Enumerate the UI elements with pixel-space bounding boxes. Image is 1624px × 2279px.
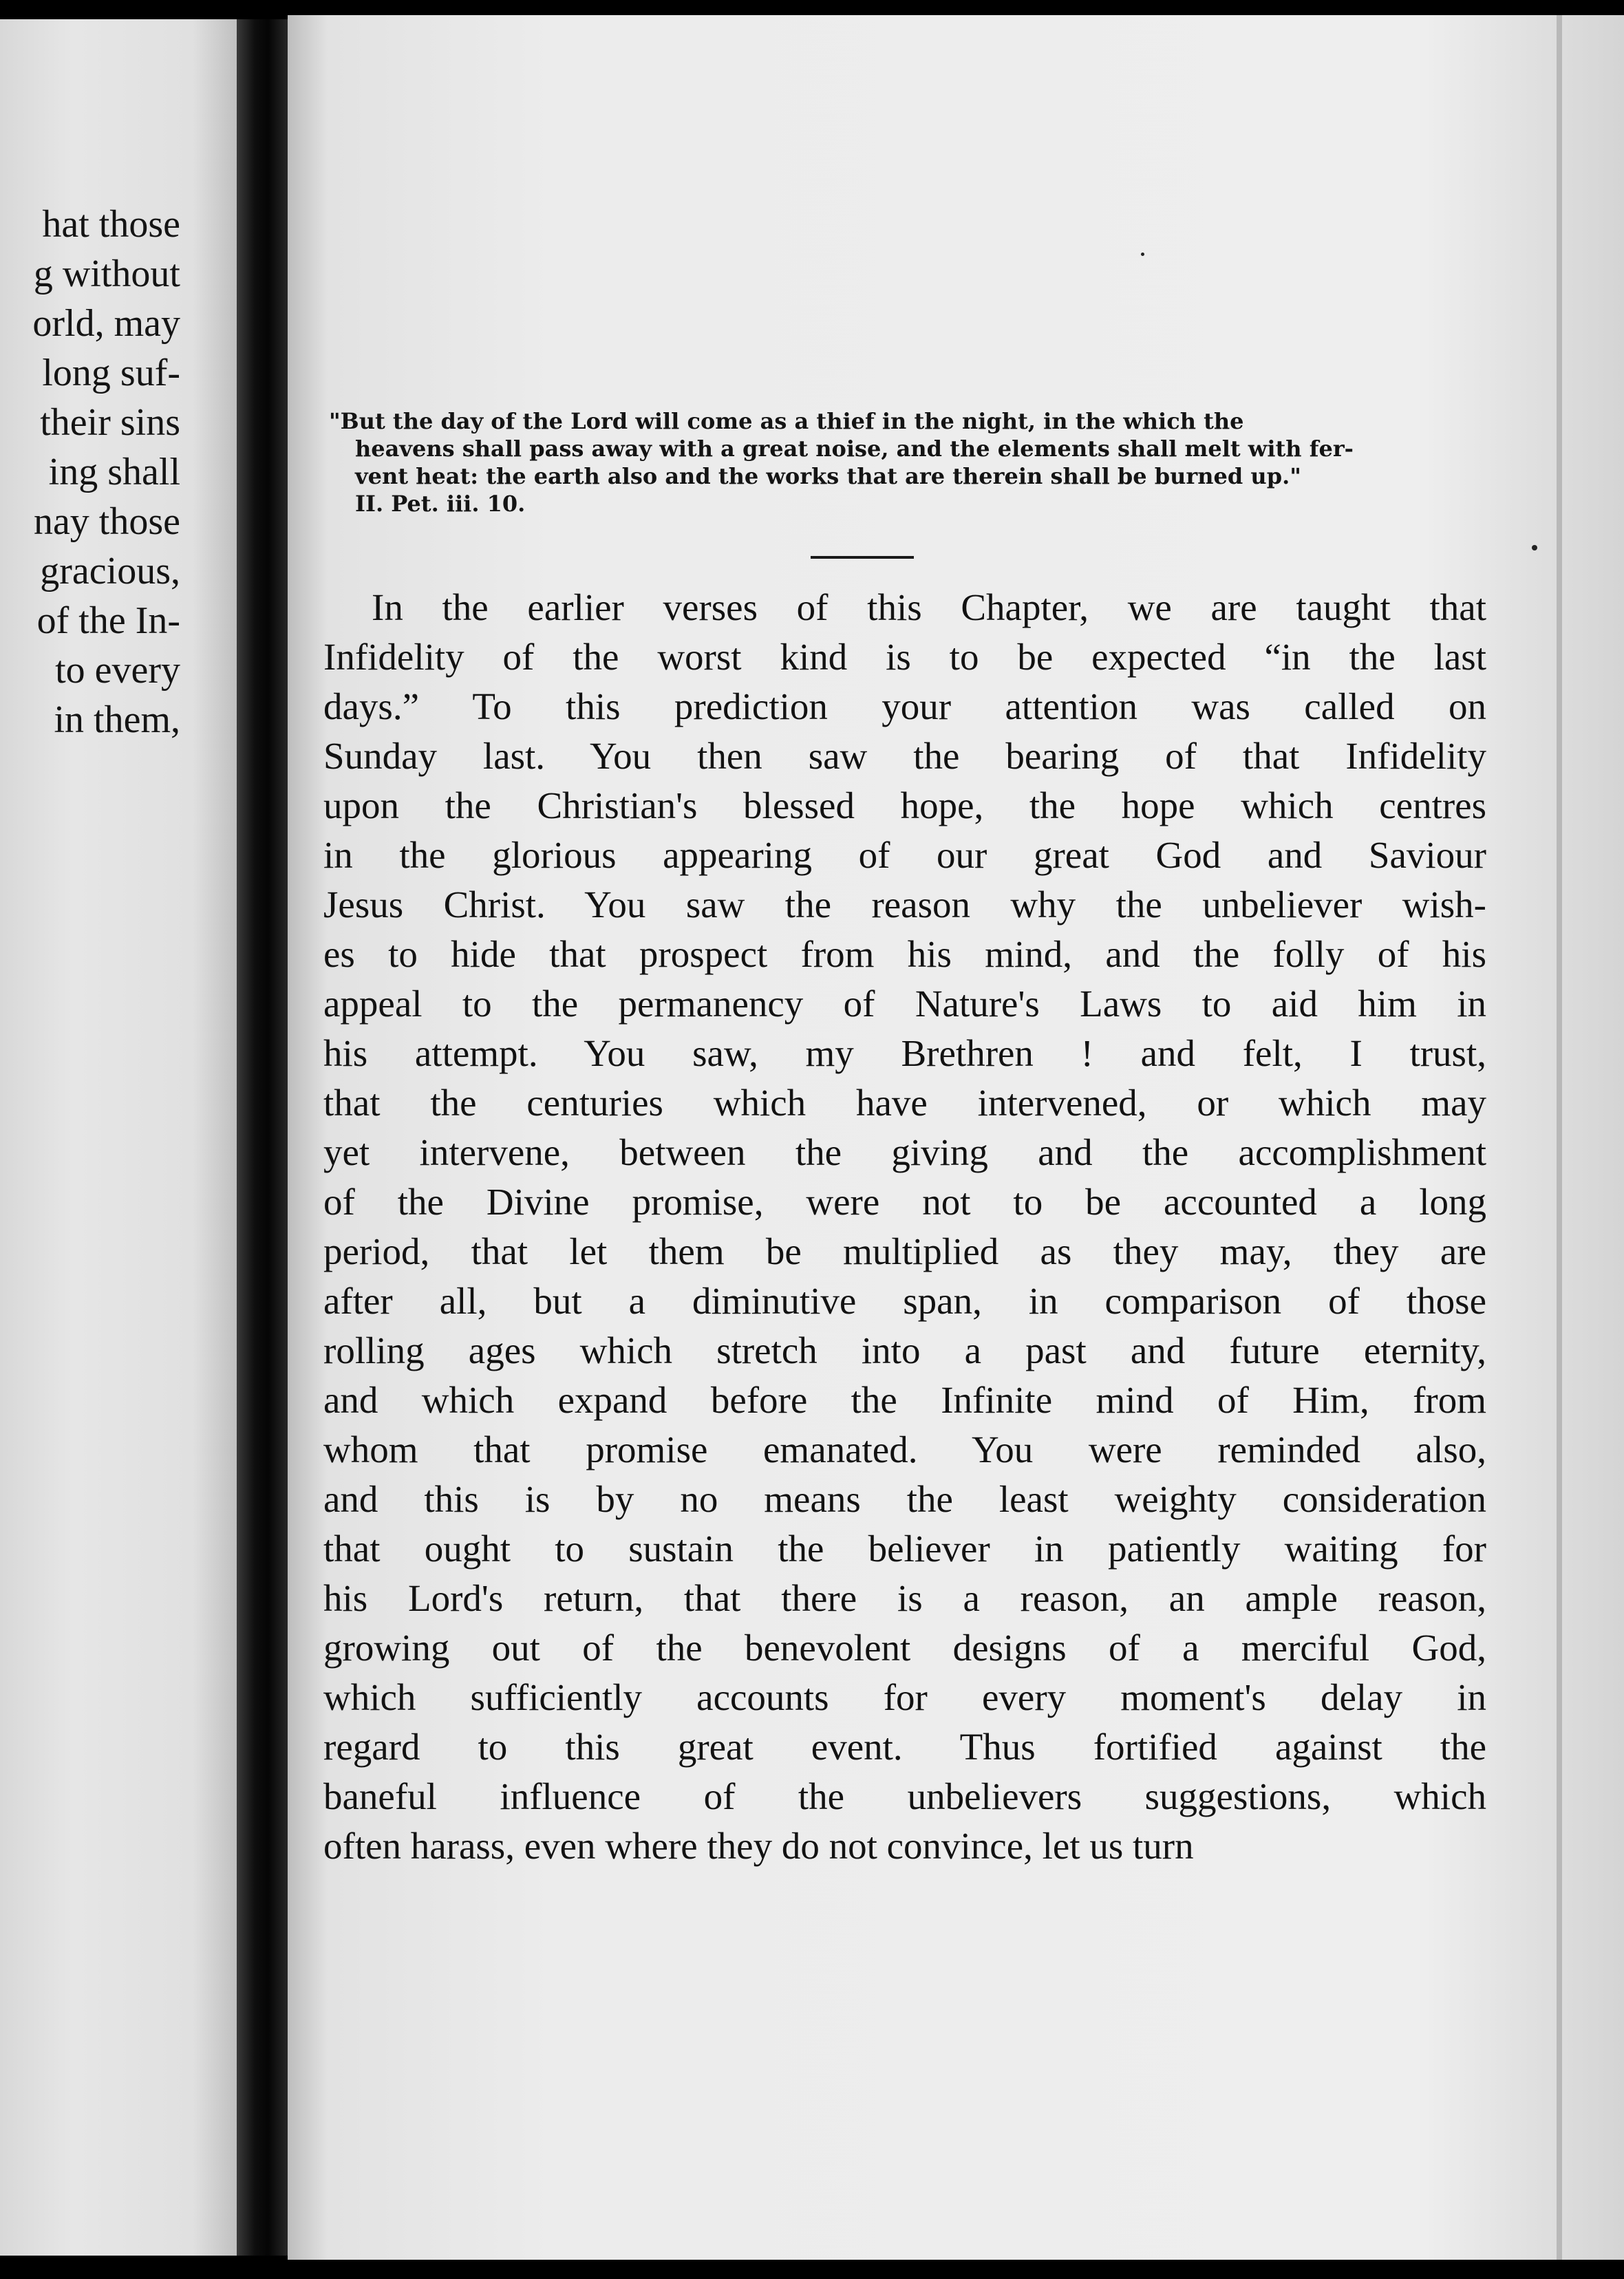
left-line: long suf- bbox=[42, 352, 180, 394]
ink-speck bbox=[1532, 545, 1537, 550]
body-line: that ought to sustain the believer in patiently waiting for bbox=[323, 1528, 1486, 1570]
left-line: g without bbox=[33, 253, 180, 295]
body-line: and which expand before the Infinite mind of Him, from bbox=[323, 1379, 1486, 1421]
epigraph-citation: II. Pet. iii. 10. bbox=[355, 491, 526, 517]
left-line: of the In- bbox=[36, 599, 180, 642]
book-gutter bbox=[237, 19, 289, 2256]
left-line: ing shall bbox=[48, 451, 180, 493]
body-line: his attempt. You saw, my Brethren ! and felt, I trust, bbox=[323, 1032, 1486, 1074]
epigraph-line: heavens shall pass away with a great noise, and the elements shall melt with fer- bbox=[355, 436, 1354, 462]
body-line: Jesus Christ. You saw the reason why the unbeliever wish- bbox=[323, 884, 1486, 925]
body-line: and this is by no means the least weighty consideration bbox=[323, 1478, 1486, 1520]
section-rule bbox=[811, 556, 914, 559]
body-line: regard to this great event. Thus fortified against the bbox=[323, 1726, 1486, 1768]
left-line: their sins bbox=[40, 401, 180, 444]
left-line: nay those bbox=[33, 500, 180, 543]
body-line: days.” To this prediction your attention was called on bbox=[323, 685, 1486, 727]
left-line: hat those bbox=[42, 203, 180, 246]
right-page bbox=[288, 15, 1624, 2260]
ink-speck bbox=[1141, 253, 1144, 256]
body-line: after all, but a diminutive span, in comparison of those bbox=[323, 1280, 1486, 1322]
body-line: which sufficiently accounts for every moment's delay in bbox=[323, 1676, 1486, 1718]
body-line: his Lord's return, that there is a reason, an ample reason, bbox=[323, 1577, 1486, 1619]
body-line: In the earlier verses of this Chapter, we are taught that bbox=[372, 586, 1486, 628]
body-line: es to hide that prospect from his mind, and the folly of his bbox=[323, 933, 1486, 975]
body-line: yet intervene, between the giving and the accomplishment bbox=[323, 1131, 1486, 1173]
body-line: appeal to the permanency of Nature's Laws to aid him in bbox=[323, 983, 1486, 1025]
left-line: gracious, bbox=[40, 550, 180, 592]
body-line: Sunday last. You then saw the bearing of that Infidelity bbox=[323, 735, 1486, 777]
left-line: in them, bbox=[54, 698, 180, 741]
left-page bbox=[0, 19, 241, 2256]
epigraph-line: vent heat: the earth also and the works that are therein shall be burned up." bbox=[355, 463, 1301, 489]
body-line: Infidelity of the worst kind is to be expected “in the last bbox=[323, 636, 1486, 678]
body-line: growing out of the benevolent designs of a merciful God, bbox=[323, 1627, 1486, 1669]
left-page-text bbox=[0, 200, 180, 745]
left-line: orld, may bbox=[32, 302, 180, 345]
body-paragraph bbox=[323, 583, 1486, 1871]
page-edge bbox=[1557, 15, 1562, 2260]
body-line: upon the Christian's blessed hope, the hope which centres bbox=[323, 784, 1486, 826]
body-line: baneful influence of the unbelievers suggestions, which bbox=[323, 1775, 1486, 1817]
body-line: rolling ages which stretch into a past and future eternity, bbox=[323, 1329, 1486, 1371]
body-line: period, that let them be multiplied as they may, they are bbox=[323, 1230, 1486, 1272]
epigraph-line: "But the day of the Lord will come as a thief in the night, in the which the bbox=[329, 408, 1244, 434]
epigraph-quote bbox=[329, 407, 1457, 517]
body-line: whom that promise emanated. You were reminded also, bbox=[323, 1429, 1486, 1470]
body-line: in the glorious appearing of our great God and Saviour bbox=[323, 834, 1486, 876]
body-line: often harass, even where they do not convince, let us turn bbox=[323, 1825, 1194, 1867]
body-line: that the centuries which have intervened, or which may bbox=[323, 1082, 1486, 1124]
left-line: to every bbox=[55, 649, 180, 692]
body-line: of the Divine promise, were not to be accounted a long bbox=[323, 1181, 1486, 1223]
